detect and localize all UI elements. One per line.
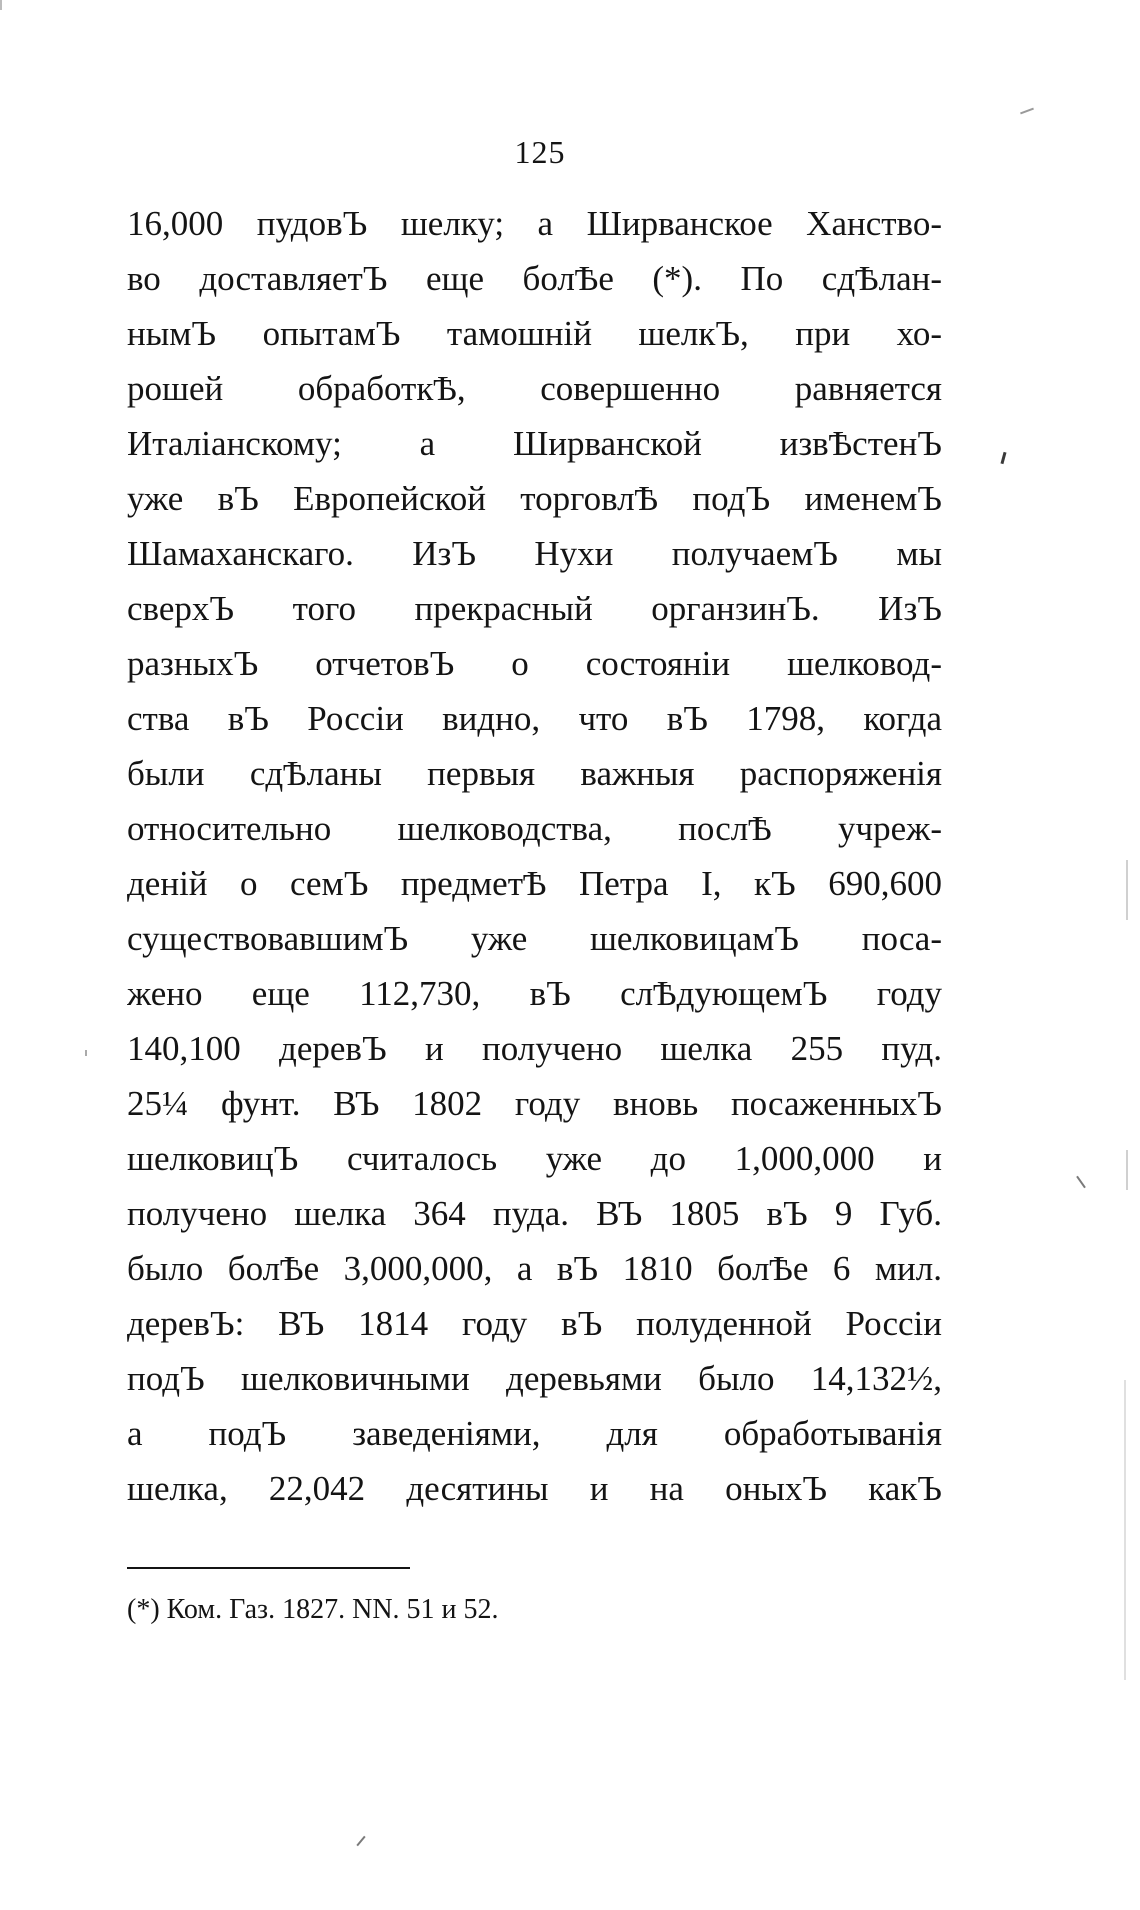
text-line: 140,100 деревЪ и получено шелка 255 пуд. <box>127 1029 942 1068</box>
text-line: было болѢе 3,000,000, а вЪ 1810 болѢе 6 мил. <box>127 1249 942 1288</box>
text-line: шелковицЪ считалось уже до 1,000,000 и <box>127 1139 942 1178</box>
scan-edge <box>1126 860 1128 920</box>
scan-speck <box>356 1836 365 1846</box>
text-line: ства вЪ Россіи видно, что вЪ 1798, когда <box>127 699 942 738</box>
text-line: получено шелка 364 пуда. ВЪ 1805 вЪ 9 Губ. <box>127 1194 942 1233</box>
text-line: сверхЪ того прекрасный органзинЪ. ИзЪ <box>127 589 942 628</box>
text-line: деревЪ: ВЪ 1814 году вЪ полуденной Россіи <box>127 1304 942 1343</box>
scan-speck <box>85 1050 87 1056</box>
scan-edge <box>1124 1380 1126 1680</box>
scan-edge <box>0 0 2 10</box>
text-line: 25¼ фунт. ВЪ 1802 году вновь посаженныхЪ <box>127 1084 942 1123</box>
text-line: были сдѢланы первыя важныя распоряженія <box>127 754 942 793</box>
text-line: уже вЪ Европейской торговлѢ подЪ именемЪ <box>127 479 942 518</box>
scan-speck <box>1000 452 1006 464</box>
text-line: во доставляетЪ еще болѢе (*). По сдѢлан- <box>127 259 942 298</box>
scan-speck <box>1020 108 1034 115</box>
text-line: рошей обработкѢ, совершенно равняется <box>127 369 942 408</box>
text-line: Италіанскому; а Ширванской извѢстенЪ <box>127 424 942 463</box>
text-line: подЪ шелковичными деревьями было 14,132½, <box>127 1359 942 1398</box>
page-number: 125 <box>514 134 566 170</box>
text-line: жено еще 112,730, вЪ слѢдующемЪ году <box>127 974 942 1013</box>
text-line: деній о семЪ предметѢ Петра I, кЪ 690,600 <box>127 864 942 903</box>
footnote-divider <box>127 1567 410 1569</box>
text-line: нымЪ опытамЪ тамошній шелкЪ, при хо- <box>127 314 942 353</box>
text-line: Шамаханскаго. ИзЪ Нухи получаемЪ мы <box>127 534 942 573</box>
text-line: относительно шелководства, послѢ учреж- <box>127 809 942 848</box>
text-line: а подЪ заведеніями, для обработыванія <box>127 1414 942 1453</box>
text-line: существовавшимЪ уже шелковицамЪ поса- <box>127 919 942 958</box>
text-line: разныхЪ отчетовЪ о состояніи шелковод- <box>127 644 942 683</box>
text-line: шелка, 22,042 десятины и на оныхЪ какЪ <box>127 1469 942 1508</box>
scan-edge <box>1126 1150 1128 1190</box>
body-text <box>127 196 942 1516</box>
footnote: (*) Ком. Газ. 1827. NN. 51 и 52. <box>127 1594 499 1625</box>
scan-speck <box>1076 1176 1086 1189</box>
text-line: 16,000 пудовЪ шелку; а Ширванское Ханство- <box>127 204 942 243</box>
